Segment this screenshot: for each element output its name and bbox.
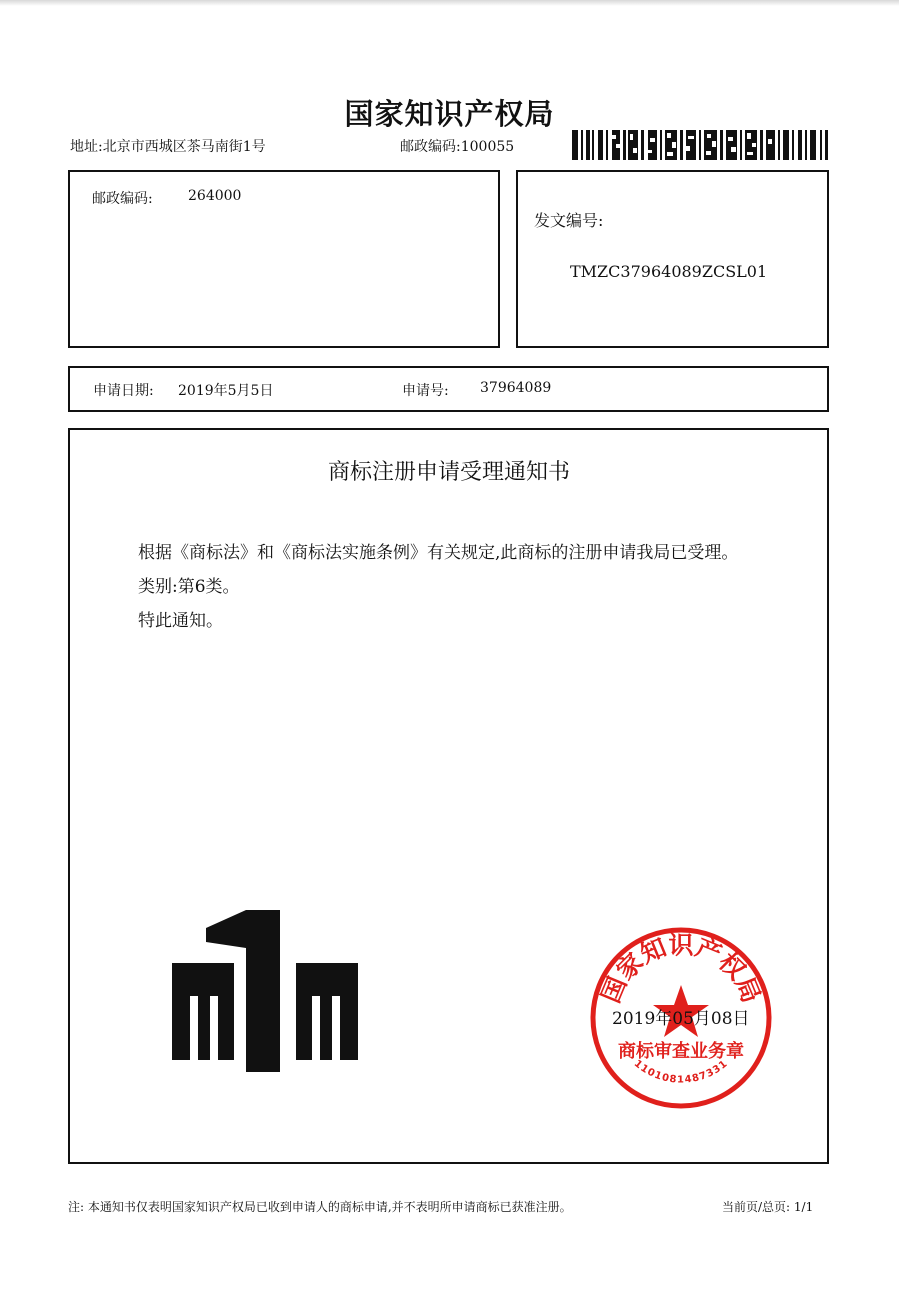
seal-org-text: 国家知识产权局 (595, 930, 767, 1007)
notice-class-line: 类别:第6类。 (138, 577, 240, 597)
barcode (572, 130, 828, 160)
notice-closing-line: 特此通知。 (138, 611, 223, 631)
application-date: 2019年5月5日 (178, 383, 274, 399)
notice-body-line: 根据《商标法》和《商标法实施条例》有关规定,此商标的注册申请我局已受理。 (138, 543, 739, 563)
recipient-postal-label: 邮政编码: (92, 191, 153, 207)
application-info-box (68, 366, 829, 412)
notice-date: 2019年05月08日 (612, 1009, 750, 1029)
footer-note: 注: 本通知书仅表明国家知识产权局已收到申请人的商标申请,并不表明所申请商标已获准注册。 (68, 1200, 572, 1214)
document-number-box (516, 170, 829, 348)
notice-title: 商标注册申请受理通知书 (327, 460, 570, 485)
document-number-label: 发文编号: (534, 211, 604, 230)
document-number: TMZC37964089ZCSL01 (570, 262, 768, 281)
office-address: 地址:北京市西城区茶马南街1号 (70, 139, 266, 155)
seal-code-text: 1101081487331 (631, 1058, 731, 1086)
top-shadow (0, 0, 899, 6)
seal-department-text: 商标审查业务章 (618, 1041, 744, 1062)
application-date-label: 申请日期: (93, 383, 154, 399)
recipient-postal-code: 264000 (188, 188, 242, 204)
svg-text:1101081487331 (632, 1058, 730, 1085)
trademark-logo (172, 908, 358, 1072)
application-number-label: 申请号: (402, 383, 449, 399)
page-title: 国家知识产权局 (344, 97, 555, 131)
recipient-box (68, 170, 500, 348)
application-number: 37964089 (480, 380, 552, 396)
page-indicator: 当前页/总页: 1/1 (722, 1200, 814, 1214)
office-postal-code: 邮政编码:100055 (400, 139, 515, 155)
